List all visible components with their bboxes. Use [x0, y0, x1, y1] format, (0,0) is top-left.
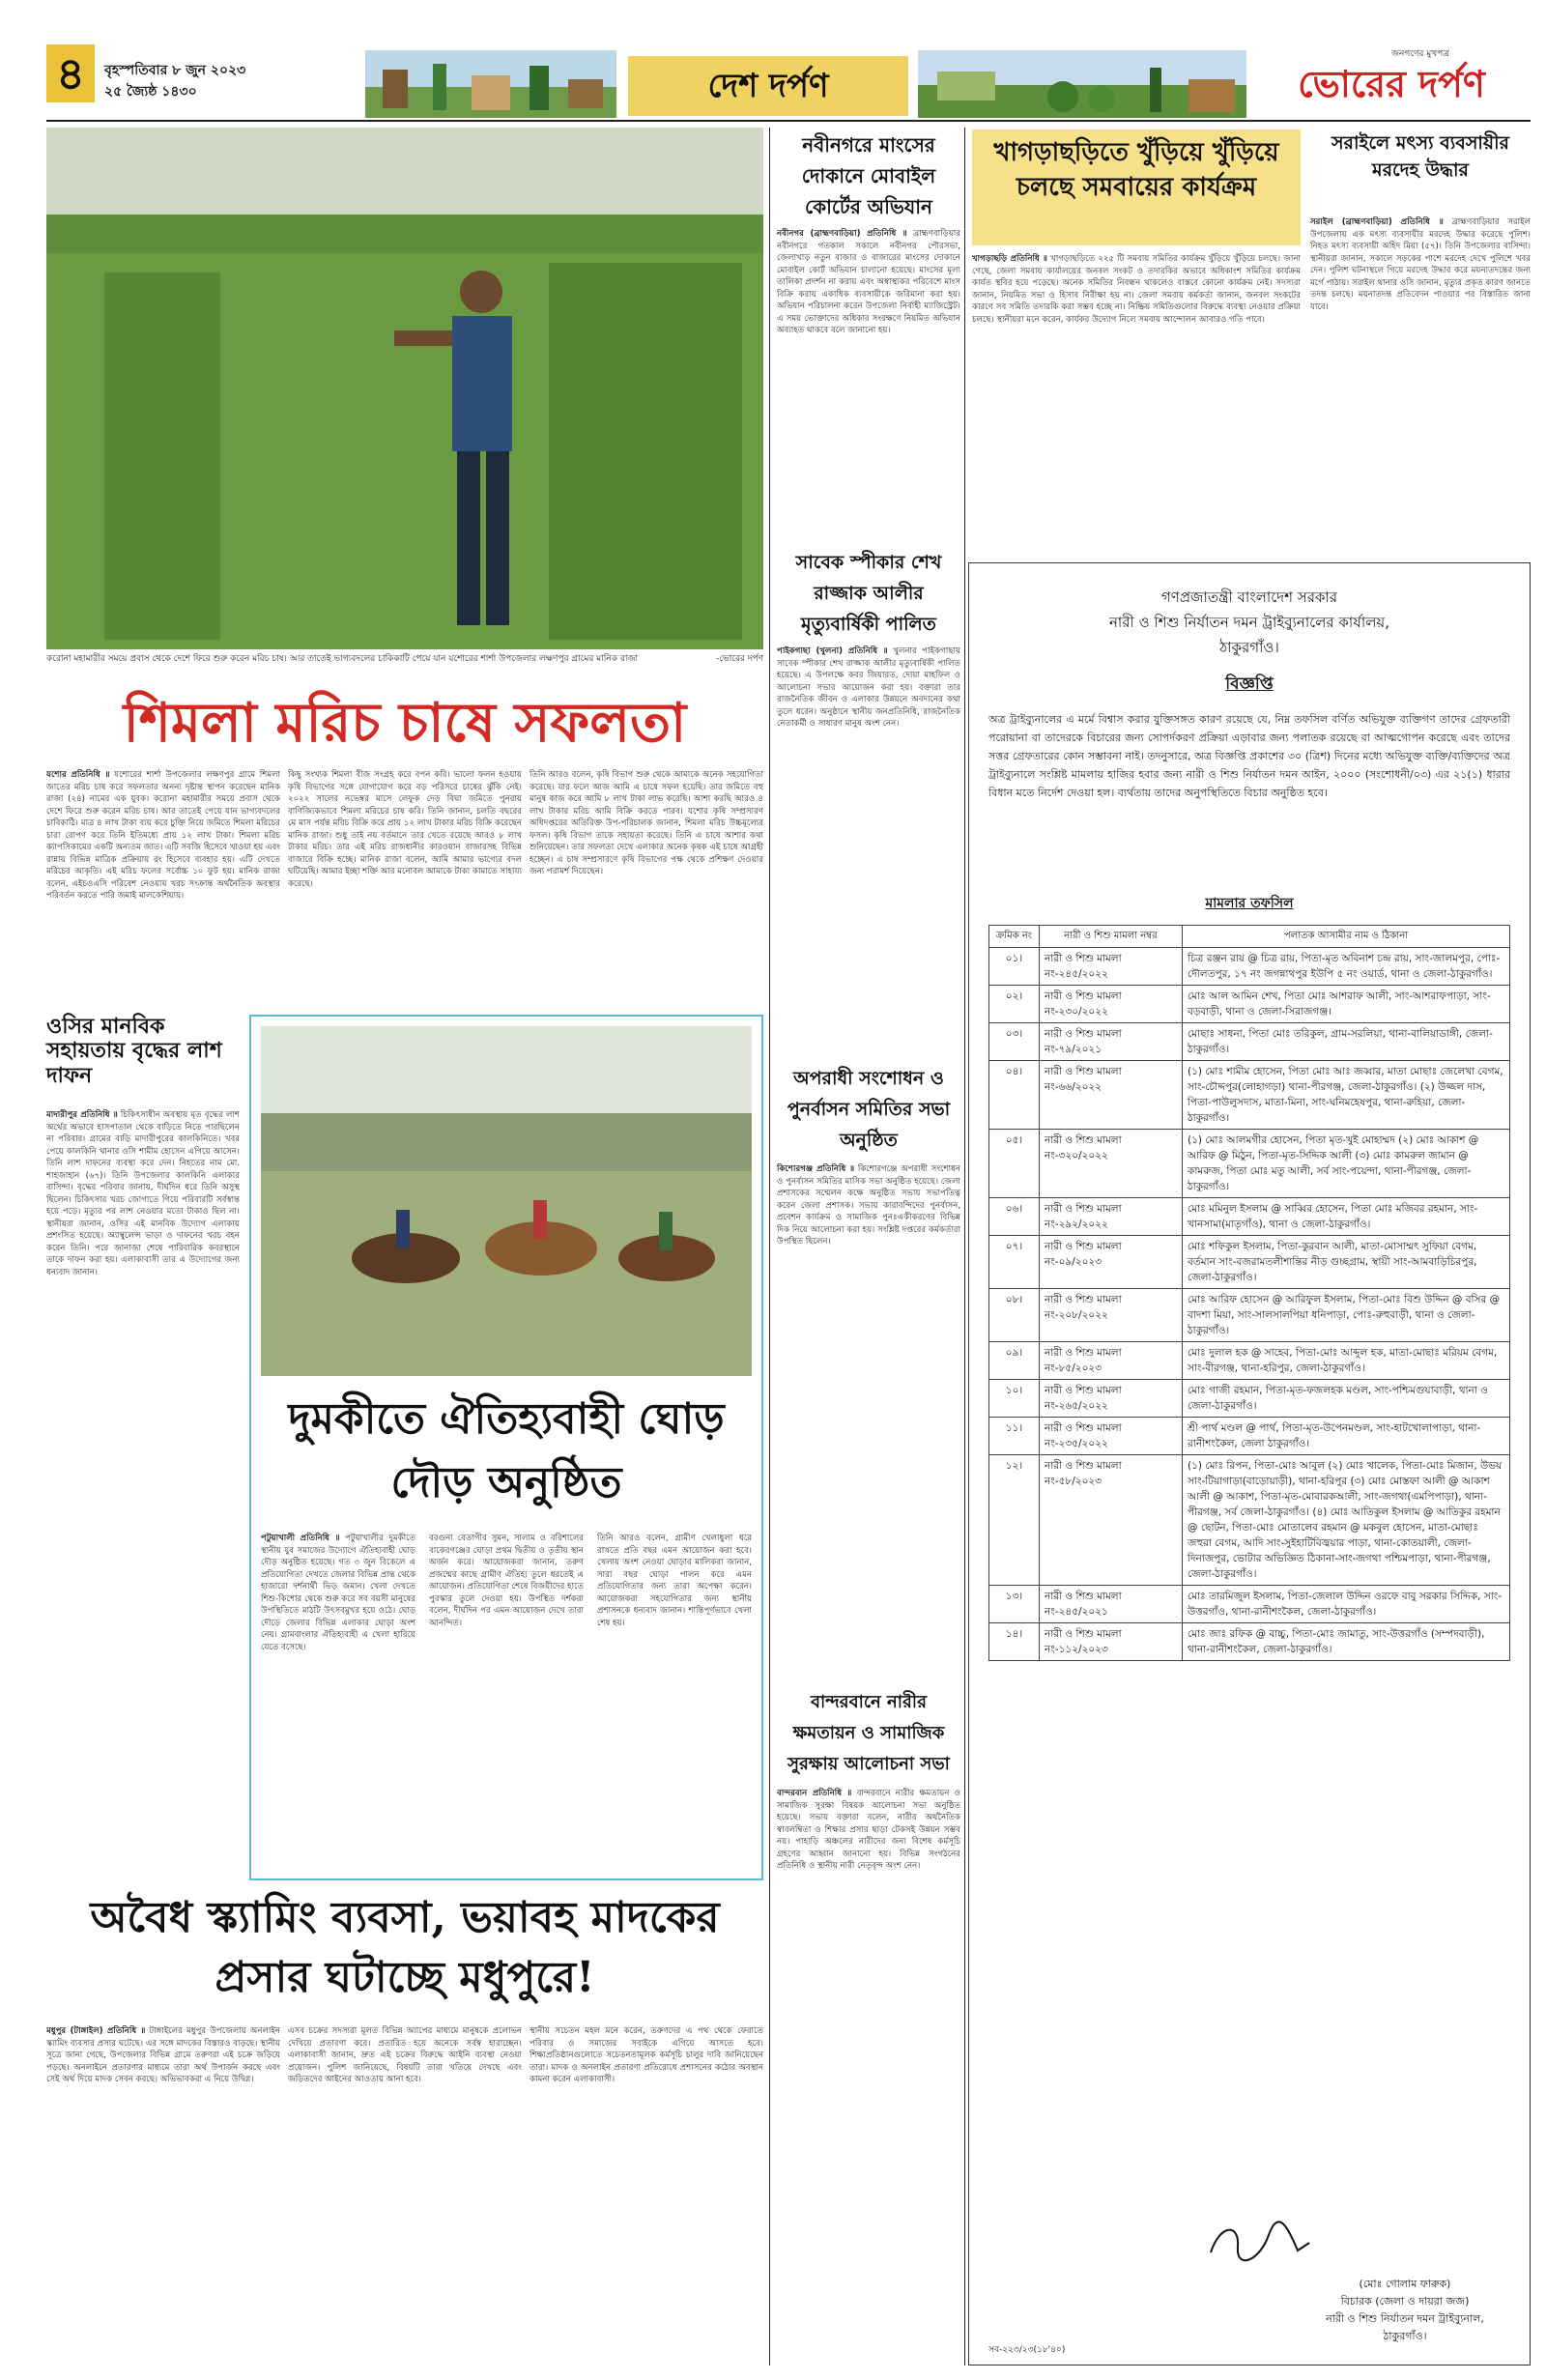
scamming-dateline: মধুপুর (টাঙ্গাইল) প্রতিনিধি ॥	[46, 2026, 146, 2036]
lead-photo-chili-farmer	[46, 128, 763, 649]
speaker-anniversary-headline: সাবেক স্পীকার শেখ রাজ্জাক আলীর মৃত্যুবার্ষিকী পালিত	[795, 552, 942, 635]
tribunal-notice	[968, 562, 1531, 2366]
date-bangla: ২৫ জ্যৈষ্ঠ ১৪৩০	[104, 84, 197, 100]
lash-headline: ওসির মানবিক সহায়তায় বৃদ্ধের লাশ দাফন	[46, 1014, 222, 1088]
horse-race-photo	[261, 1026, 752, 1376]
case-number-cell: নারী ও শিশু মামলা নং-২৬৫/২০২২	[1040, 1380, 1183, 1418]
masthead	[0, 0, 1546, 124]
mobile-court-dateline: নবীনগর (ব্রাহ্মণবাড়িয়া) প্রতিনিধি ॥	[777, 229, 907, 239]
case-accused-cell: (১) মোঃ রিপন, পিতা-মোঃ আবুল (২) মোঃ খালেক, পিতা-মোঃ মিজান, উভয় সাং-টিয়াগাড়া(বাড়োয়াড়ী), থানা-হরিপুর (৩) মোঃ মোস্তফা আলী @ আকাশ আলী @ আকাশ, পিতা-মৃত-মোবারকআলী, সাং-জগথা(এমপিপাড়া), থানা-পীরগঞ্জ, সর্ব জেলা-ঠাকুরগাঁও। (৪) মোঃ আতিকুল ইসলাম @ আতিকুর রহমান @ ছোটন, পিতা-মোঃ মোতালেব রহমান @ মকবুল হোসেন, মাতা-মোছাঃ জহুরা বেগম, আদি সাং-সুইহাটিবিজ্বয়ার পাড়া, থানা-কোতয়ালী, জেলা-দিনাজপুর, ভোটার অভিজ্ঞিত ঠিকানা-সাং-জগথা পশ্চিমপাড়া, থানা-পীরগঞ্জ, জেলা-ঠাকুরগাঁও।	[1183, 1455, 1510, 1586]
case-serial-cell: ১৪।	[989, 1623, 1040, 1661]
case-serial-cell: ০৭।	[989, 1236, 1040, 1289]
horse-race-col3: তিনি আরও বলেন, গ্রামীণ খেলাধুলা ধরে রাখতে প্রতি বছর এমন আয়োজন করা হবে। খেলায় অংশ নেওয়া ঘোড়ার মালিকরা জানান, সারা বছর ঘোড়া পালন করে এমন প্রতিযোগিতার জন্য তারা অপেক্ষা করেন। আয়োজকরা সহযোগিতার জন্য স্থানীয় প্রশাসনকে ধন্যবাদ জানান। শান্তিপূর্ণভাবে খেলা শেষ হয়।	[597, 1534, 752, 1628]
lead-photo-caption	[46, 653, 763, 666]
rehab-meeting-body-text: কিশোরগঞ্জে অপরাধী সংশোধন ও পুনর্বাসন সমিতির মাসিক সভা অনুষ্ঠিত হয়েছে। জেলা প্রশাসকের সম্মেলন কক্ষে অনুষ্ঠিত সভায় সভাপতিত্ব করেন জেলা প্রশাসক। সভায় কারাবন্দিদের পুনর্বাসন, প্রবেশন কার্যক্রম ও সামাজিক পুনঃএকীকরণের বিভিন্ন দিক নিয়ে আলোচনা করা হয়। সংশ্লিষ্ট দপ্তরের কর্মকর্তারা উপস্থিত ছিলেন।	[777, 1164, 960, 1247]
case-table-row	[989, 1586, 1510, 1623]
notice-place: ঠাকুরগাঁও।	[1219, 639, 1279, 656]
sarail-body	[1310, 216, 1531, 555]
notice-heading: বিজ্ঞপ্তি	[1225, 674, 1274, 694]
lead-body-col3: তিনি আরও বলেন, কৃষি বিভাগ শুরু থেকে আমাকে অনেক সহযোগিতা করেছে। যার ফলে আজ আমি এ চাষে সফল হয়েছি। তার জমিতে বহু মানুষ কাজ করে আমি ৮ লাখ টাকা লাভ করেছি। আশা করছি আরও ৪ লাখ টাকার মরিচ আমি বিক্রি করতে পারব। যশোর কৃষি সম্প্রসারণ অধিদপ্তরের অতিরিক্ত উপ-পরিচালক জানান, শিমলা মরিচ উচ্চমূল্যের ফসল। কৃষি বিভাগ তাকে সহায়তা করেছে। তিনি এ চাষে আশার কথা শুনিয়েছেন। তার সফলতা দেখে এলাকার অনেক কৃষক এই চাষে আগ্রহী হচ্ছেন। এ চাষ সম্প্রসারণে কৃষি বিভাগের পক্ষ থেকে প্রশিক্ষণ দেওয়ার জন্য পরামর্শ দিয়েছেন।	[530, 770, 763, 876]
sarail-body-text: ব্রাহ্মণবাড়িয়ার সরাইল উপজেলায় এক মৎস্য ব্যবসায়ীর মরদেহ উদ্ধার করেছে পুলিশ। নিহত মৎস্য ব্যবসায়ী অহিদ মিয়া (৫৭)। তিনি উপজেলার বাসিন্দা। স্থানীয়রা জানান, সকালে সড়কের পাশে মরদেহ দেখে পুলিশে খবর দেন। পুলিশ ঘটনাস্থলে গিয়ে মরদেহ উদ্ধার করে ময়নাতদন্তের জন্য মর্গে পাঠায়। সরাইল থানার ওসি জানান, মৃত্যুর প্রকৃত কারণ জানতে তদন্ত চলছে। ময়নাতদন্ত প্রতিবেদন পাওয়ার পর বিস্তারিত জানা যাবে।	[1310, 217, 1531, 312]
case-serial-cell: ০৪।	[989, 1061, 1040, 1130]
speaker-anniversary-body-text: খুলনার পাইকগাছায় সাবেক স্পীকার শেখ রাজ্জাক আলীর মৃত্যুবার্ষিকী পালিত হয়েছে। এ উপলক্ষে কবর জিয়ারত, দোয়া মাহফিল ও আলোচনা সভার আয়োজন করা হয়। বক্তারা তার রাজনৈতিক জীবন ও এলাকার উন্নয়নে অবদানের কথা তুলে ধরেন। অনুষ্ঠানে স্থানীয় জনপ্রতিনিধি, রাজনৈতিক নেতাকর্মী ও সাধারণ মানুষ অংশ নেন।	[777, 646, 960, 729]
sarail-headline: সরাইলে মৎস্য ব্যবসায়ীর মরদেহ উদ্ধার	[1331, 132, 1509, 181]
case-serial-cell: ১০।	[989, 1380, 1040, 1418]
sarail-dateline: সরাইল (ব্রাহ্মণবাড়িয়া) প্রতিনিধি ॥	[1310, 217, 1444, 227]
case-table-title: মামলার তফসিল	[1205, 896, 1294, 911]
speaker-anniversary-body	[777, 645, 960, 1051]
column-divider-left	[769, 128, 770, 2366]
notice-office: নারী ও শিশু নির্যাতন দমন ট্রাইব্যুনালের কার্যালয়,	[1108, 614, 1390, 631]
case-number-cell: নারী ও শিশু মামলা নং-২৯২/২০২২	[1040, 1198, 1183, 1236]
case-accused-cell: মোঃ তারমিজুল ইসলাম, পিতা-জেলাল উদ্দিন ওরফে বাবু সরকার সিদ্দিক, সাং-উত্তরগাঁও, থানা-রানীশংকৈল, জেলা-ঠাকুরগাঁও।	[1183, 1586, 1510, 1623]
speaker-anniversary-dateline: পাইকগাছা (খুলনা) প্রতিনিধি ॥	[777, 646, 888, 656]
cooperative-headline: খাগড়াছড়িতে খুঁড়িয়ে খুঁড়িয়ে চলছে সমবায়ের কার্যক্রম	[993, 138, 1279, 202]
scamming-col2: এসব চক্রের সদস্যরা মূলত বিভিন্ন অ্যাপের মাধ্যমে মানুষকে প্রলোভন দেখিয়ে প্রতারণা করে। প্রতারিত হয়ে অনেকে সর্বস্ব হারাচ্ছেন। এলাকাবাসী জানান, দ্রুত এই চক্রের বিরুদ্ধে আইনি ব্যবস্থা নেওয়া প্রয়োজন। পুলিশ জানিয়েছে, বিষয়টি তারা খতিয়ে দেখছে এবং জড়িতদের আইনের আওতায় আনা হবে।	[288, 2026, 522, 2084]
lash-body	[46, 1109, 240, 1865]
masthead-rule	[46, 120, 1531, 122]
judge-office: নারী ও শিশু নির্যাতন দমন ট্রাইব্যুনাল,	[1326, 2312, 1484, 2325]
case-table-row	[989, 1198, 1510, 1236]
scamming-col1-text: টাঙ্গাইলের মধুপুর উপজেলায় অনলাইন স্ক্যামিং ব্যবসার প্রসার ঘটেছে। এর সঙ্গে মাদকের বিস্তারও বাড়ছে। স্থানীয় সূত্রে জানা গেছে, উপজেলার বিভিন্ন গ্রামে তরুণরা এই চক্রে জড়িয়ে পড়ছে। অনলাইনে প্রতারণার মাধ্যমে তারা অর্থ উপার্জন করছে এবং সেই অর্থ দিয়ে মাদক সেবন করছে। অভিভাবকরা এ নিয়ে উদ্বিগ্ন।	[46, 2026, 280, 2084]
rehab-meeting-dateline: কিশোরগঞ্জ প্রতিনিধি ॥	[777, 1164, 855, 1174]
lead-photo-credit: -ভোরের দর্পণ	[716, 654, 763, 664]
scamming-col1	[46, 2025, 280, 2366]
case-serial-cell: ০৮।	[989, 1289, 1040, 1342]
case-accused-cell: মোঃ মমিনুল ইসলাম @ সাব্বির হোসেন, পিতা মোঃ মজিবর রহমান, সাং-খানসামা(মাতৃগাঁও), থানা ও জেলা-ঠাকুরগাঁও।	[1183, 1198, 1510, 1236]
case-accused-cell: (১) মোঃ শামীম হোসেন, পিতা মোঃ আঃ জব্বার, মাতা মোছাঃ জেলেখা বেগম, সাং-চৌদ্দপুর(লোহাগড়া) থানা-পীরগঞ্জ, জেলা-ঠাকুরগাঁও। (২) উজ্জল দাস, পিতা-পাউলুসদাস, মাতা-মিনা, সাং-ঘনিমহেষপুর, থানা-রুহিয়া, জেলা-ঠাকুরগাঁও।	[1183, 1061, 1510, 1130]
case-serial-cell: ১১।	[989, 1418, 1040, 1455]
case-serial-cell: ০১।	[989, 948, 1040, 986]
date-gregorian: বৃহস্পতিবার ৮ জুন ২০২৩	[104, 63, 246, 78]
notice-body: অত্র ট্রাইব্যুনালের এ মর্মে বিশ্বাস করার যুক্তিসঙ্গত কারণ রয়েছে যে, নিম্ন তফসিল বর্ণিত অভিযুক্ত ব্যক্তিগণ তাদের গ্রেফতারী পরোয়ানা বা তাদেরকে বিচারের জন্য সোপর্দকরণ প্রক্রিয়া এড়াবার জন্য পলাতক রয়েছে বা আত্মগোপন করেছে এবং তাদের সত্তর গ্রেফতারের কোন সম্ভাবনা নাই। তদনুসারে, অত্র বিজ্ঞপ্তি প্রকাশের ৩০ (ত্রিশ) দিনের মধ্যে অভিযুক্ত ব্যক্তি/ব্যক্তিদের অত্র ট্রাইব্যুনালে সংশ্লিষ্ট মামলায় হাজির হবার জন্য নারী ও শিশু নির্যাতন দমন আইন, ২০০০ (সংশোধনী/০৩) এর ২১(১) ধারার বিধান মতে নির্দেশ দেওয়া হল। ব্যর্থতায় তাদের অনুপস্থিতিতে বিচার অনুষ্ঠিত হবে।	[988, 713, 1510, 799]
mobile-court-body-text: ব্রাহ্মণবাড়িয়ার নবীনগরে গতকাল সকালে নবীনগর পৌরসভা, জেলাখাড় নতুন বাজার ও বাজারের মাংসের দোকানে মোবাইল কোর্ট অভিযান চালানো হয়েছে। মাংসের মূল্য তালিকা প্রদর্শন না করায় এবং অস্বাস্থ্যকর পরিবেশে মাংস বিক্রি করায় একাধিক ব্যবসায়ীকে জরিমানা করা হয়। অভিযান পরিচালনা করেন উপজেলা নির্বাহী ম্যাজিস্ট্রেট। এ সময় ভোক্তাদের অধিকার সংরক্ষণে নিয়মিত অভিযান অব্যাহত থাকবে বলে জানানো হয়।	[777, 229, 960, 335]
column-divider-right	[964, 128, 965, 2366]
col-case-header: নারী ও শিশু মামলা নম্বর	[1040, 926, 1183, 948]
case-number-cell: নারী ও শিশু মামলা নং-২৩৫/২০২২	[1040, 1418, 1183, 1455]
women-empowerment-headline: বান্দরবানে নারীর ক্ষমতায়ন ও সামাজিক সুরক্ষায় আলোচনা সভা	[787, 1692, 950, 1774]
rehab-meeting-body	[777, 1163, 960, 1676]
lead-dateline: যশোর প্রতিনিধি ॥	[46, 770, 110, 780]
brand-tagline: জনগণের মুখপত্র	[1391, 49, 1449, 59]
case-table-row	[989, 1130, 1510, 1198]
lead-headline: শিমলা মরিচ চাষে সফলতা	[123, 691, 687, 755]
issue-date	[104, 60, 245, 102]
cooperative-body	[972, 253, 1301, 555]
case-table-row	[989, 1023, 1510, 1061]
page-number: ৪	[46, 44, 95, 102]
rehab-meeting-headline: অপরাধী সংশোধন ও পুনর্বাসন সমিতির সভা অনুষ্ঠিত	[787, 1068, 951, 1151]
women-empowerment-dateline: বান্দরবান প্রতিনিধি ॥	[777, 1789, 852, 1798]
horse-race-col2: বরগুনা বেতাগীর সুমন, সালাম ও বরিশালের বাকেরগঞ্জের ঘোড়া প্রথম দ্বিতীয় ও তৃতীয় স্থান অর্জন করে। আয়োজকরা জানান, তরুণ প্রজন্মের কাছে গ্রামীণ ঐতিহ্য তুলে ধরতেই এ আয়োজন। প্রতিযোগিতা শেষে বিজয়ীদের হাতে পুরস্কার তুলে দেওয়া হয়। উপস্থিত দর্শকরা বলেন, দীর্ঘদিন পর এমন আয়োজন দেখে তারা আনন্দিত।	[429, 1534, 584, 1628]
case-table-row	[989, 1061, 1510, 1130]
judge-title: বিচারক (জেলা ও দায়রা জজ)	[1340, 2295, 1470, 2308]
case-table-row	[989, 1455, 1510, 1586]
case-table-row	[989, 1289, 1510, 1342]
case-accused-cell: মোঃ আল আমিন শেখ, পিতা মোঃ আশরাফ আলী, সাং-আশরাফপাড়া, সাং-বড়বাড়ী, থানা ও জেলা-সিরাজগঞ্জ।	[1183, 986, 1510, 1023]
case-table-row	[989, 948, 1510, 986]
case-serial-cell: ০৩।	[989, 1023, 1040, 1061]
brand-logo: ভোরের দর্পণ	[1298, 62, 1485, 105]
cooperative-dateline: খাগড়াছড়ি প্রতিনিধি ॥	[972, 254, 1047, 264]
col-accused-header: পলাতক আসামীর নাম ও ঠিকানা	[1183, 926, 1510, 948]
case-number-cell: নারী ও শিশু মামলা নং-২৪৫/২০২১	[1040, 1586, 1183, 1623]
case-number-cell: নারী ও শিশু মামলা নং-৩২০/২০২২	[1040, 1130, 1183, 1198]
lash-dateline: মাদারীপুর প্রতিনিধি ॥	[46, 1110, 118, 1120]
case-serial-cell: ১২।	[989, 1455, 1040, 1586]
judge-place: ঠাকুরগাঁও।	[1383, 2330, 1427, 2342]
horse-race-col1	[261, 1533, 415, 1873]
case-serial-cell: ০২।	[989, 986, 1040, 1023]
lead-body-col1-text: যশোরের শার্শা উপজেলার লক্ষণপুর গ্রামে শিমলা জাতের মরিচ চাষ করে সফলতার অনন্য দৃষ্টান্ত স্থাপন করেছেন মানিক রাজা (২৪) নামের এক যুবক। করোনা মহামারীর সময়ে প্রবাস থেকে দেশে ফিরে শুরু করেন মরিচ চাষ। আর তাতেই পেয়ে যান ভাগ্যবদলের চাবিকাঠি। মাত্র ৪ লাখ টাকা ব্যয় করে চুক্তি নিয়ে জমিতে শিমলা মরিচের চারা রোপণ করে তিনি ইতিমধ্যে প্রায় ১২ লাখ টাকা। শিমলা মরিচ ক্যাপসিকামের একটি অন্যতম জাত। এটি সবজি হিসেবে খাওয়া হয় এবং রান্নায় বিভিন্ন মাত্রিক প্রক্রিয়ায় রং হিসেবে ব্যবহার হয়। এটি দেখতে মরিচের আকৃতি। এই মরিচ ফলের সর্বোচ্চ ১০ ফুট হয়। মানিক রাজা বলেন, এইচওএসি পরিবেশ নেওয়ায় খরচ সংক্রান্ত অর্থনৈতিক অবস্থার পরিবর্তন করতে পারি জমাই মালকেশিয়ায়।	[46, 770, 280, 901]
case-number-cell: নারী ও শিশু মামলা নং-৮৫/২০২৩	[1040, 1342, 1183, 1380]
case-serial-cell: ০৫।	[989, 1130, 1040, 1198]
case-table-header-row	[989, 926, 1510, 948]
judge-name: (মোঃ গোলাম ফারুক)	[1359, 2278, 1451, 2290]
case-accused-cell: চিত্র রঞ্জন রায় @ চিত্র রায়, পিতা-মৃত অবিনাশ চন্দ্র রায়, সাং-জালমপুর, পোঃ-দৌলতপুর, ১৭ নং জগন্নাথপুর ইউপি ৫ নং ওয়ার্ড, থানা ও জেলা-ঠাকুরগাঁও।	[1183, 948, 1510, 986]
scamming-headline: অবৈধ স্ক্যামিং ব্যবসা, ভয়াবহ মাদকের প্রসার ঘটাচ্ছে মধুপুরে!	[90, 1893, 720, 2002]
case-accused-cell: মোঃ শফিকুল ইসলাম, পিতা-কুরবান আলী, মাতা-মোসাম্মৎ সুফিয়া বেগম, বর্তমান সাং-বজরামতলীশান্তির নীড় গুচ্ছগ্রাম, স্থায়ী সাং-আমবাড়িচিরপুর, জেলা-ঠাকুরগাঁও।	[1183, 1236, 1510, 1289]
case-number-cell: নারী ও শিশু মামলা নং-৫৮/২০২৩	[1040, 1455, 1183, 1586]
horse-race-headline: দুমকীতে ঐতিহ্যবাহী ঘোড় দৌড় অনুষ্ঠিত	[288, 1394, 725, 1507]
case-number-cell: নারী ও শিশু মামলা নং-১১২/২০২৩	[1040, 1623, 1183, 1661]
section-title: দেশ দর্পণ	[628, 56, 908, 116]
case-table-row	[989, 1380, 1510, 1418]
case-serial-cell: ০৯।	[989, 1342, 1040, 1380]
case-accused-cell: মোঃ জাঃ রফিক @ বাচ্চু, পিতা-মোঃ জামাতু, সাং-উত্তরগাঁও (সম্পদবাড়ী), থানা-রানীশংকৈল, জেলা-ঠাকুরগাঁও।	[1183, 1623, 1510, 1661]
mobile-court-headline: নবীনগরে মাংসের দোকানে মোবাইল কোর্টের অভিযান	[801, 133, 936, 218]
case-table-row	[989, 1623, 1510, 1661]
women-empowerment-body-text: বান্দরবানে নারীর ক্ষমতায়ন ও সামাজিক সুরক্ষা বিষয়ক আলোচনা সভা অনুষ্ঠিত হয়েছে। সভায় বক্তারা বলেন, নারীর অর্থনৈতিক স্বাবলম্বিতা ও শিক্ষার প্রসার ছাড়া টেকসই উন্নয়ন সম্ভব নয়। পাহাড়ি অঞ্চলের নারীদের জন্য বিশেষ কর্মসূচি গ্রহণের আহ্বান জানানো হয়। বিভিন্ন সংগঠনের প্রতিনিধি ও স্থানীয় নারী নেতৃবৃন্দ অংশ নেন।	[777, 1789, 960, 1871]
case-table	[988, 925, 1510, 1661]
case-table-row	[989, 1342, 1510, 1380]
case-number-cell: নারী ও শিশু মামলা নং-২৩০/২০২২	[1040, 986, 1183, 1023]
case-table-row	[989, 986, 1510, 1023]
scamming-col3: স্থানীয় সচেতন মহল মনে করেন, তরুণদের এ পথ থেকে ফেরাতে পরিবার ও সমাজের সবাইকে এগিয়ে আসতে হবে। শিক্ষাপ্রতিষ্ঠানগুলোতে সচেতনতামূলক কর্মসূচি চালুর দাবি জানিয়েছেন তারা। মাদক ও অনলাইন প্রতারণা প্রতিরোধে প্রশাসনের কঠোর অবস্থান কামনা করেন এলাকাবাসী।	[530, 2026, 763, 2084]
horse-race-col1-text: পটুয়াখালীর দুমকীতে স্থানীয় যুব সমাজের উদ্যোগে ঐতিহ্যবাহী ঘোড় দৌড় অনুষ্ঠিত হয়েছে। গত ৩ জুন বিকেলে এ প্রতিযোগিতা দেখতে জেলার বিভিন্ন প্রান্ত থেকে হাজারো দর্শনার্থী ভিড় জমান। খেলা দেখতে শিশু-কিশোর থেকে শুরু করে সব বয়সী মানুষের উপস্থিতিতে মাঠটি উৎসবমুখর হয়ে ওঠে। ঘোড় দৌড়ে জেলার বিভিন্ন এলাকার ঘোড়া অংশ নেয়। গ্রামবাংলার ঐতিহ্যবাহী এ খেলা হারিয়ে যেতে বসেছে।	[261, 1534, 415, 1652]
women-empowerment-body	[777, 1788, 960, 2366]
case-accused-cell: মোছাঃ সাধনা, পিতা মোঃ তরিকুল, গ্রাম-সরলিয়া, থানা-বালিয়াডাঙ্গী, জেলা-ঠাকুরগাঁও।	[1183, 1023, 1510, 1061]
case-accused-cell: মোঃ দুলাল হক @ সাহেব, পিতা-মোঃ আব্দুল হক, মাতা-মোছাঃ মরিয়ম বেগম, সাং-বীরগঞ্জ, থানা-হরিপুর, জেলা-ঠাকুরগাঁও।	[1183, 1342, 1510, 1380]
masthead-farm-photo-left	[365, 50, 616, 118]
notice-gov-title: গণপ্রজাতন্ত্রী বাংলাদেশ সরকার	[1160, 588, 1338, 606]
case-accused-cell: শ্রী পার্থ মণ্ডল @ পার্থ, পিতা-মৃত-উপেনমণ্ডল, সাং-হাটখোলাপাড়া, থানা-রানীশংকৈল, জেলা ঠাকুরগাঁও।	[1183, 1418, 1510, 1455]
horse-race-dateline: পটুয়াখালী প্রতিনিধি ॥	[261, 1534, 340, 1543]
case-accused-cell: (১) মোঃ আলমগীর হোসেন, পিতা মৃত-খুই মোহাম্মদ (২) মোঃ আকাশ @ আরিফ @ মিঠুন, পিতা-মৃত-সিদ্দিক আলী (৩) মোঃ কামরুল জামান @ কামরুজ, পিতা মোঃ মতু আলী, সর্ব সাং-পয়েন্দা, থানা-পীরগঞ্জ, জেলা-ঠাকুরগাঁও।	[1183, 1130, 1510, 1198]
judge-signature	[1201, 2214, 1317, 2272]
case-serial-cell: ০৬।	[989, 1198, 1040, 1236]
masthead-farm-photo-right	[918, 50, 1246, 118]
mobile-court-body	[777, 228, 960, 537]
notice-ref-code: সব-২২৩/২৩(১৮'৪০)	[988, 2345, 1066, 2355]
lead-body-col2: কিছু সংখ্যক শিমলা বীজ সংগ্রহ করে বপন করি। ভালো ফলন হওয়ায় কৃষি বিভাগের সঙ্গে যোগাযোগ করে বড় পরিসরে চাষের ঝুঁকি নেই। ২০২২ সালের নভেম্বর মাসে লেফুক দেড় বিঘা জমিতে পুনরায় বাণিজ্যিকভাবে শিমলা মরিচের চাষ করি। তিনি জানান, চলতি বছরের মে মাস পর্যন্ত মরিচ বিক্রি করে প্রায় ১২ লাখ টাকার মরিচ বিক্রি করেছেন মানিক রাজা। শুধু তাই নয় বর্তমানে তার খেতে রয়েছে আরও ৮ লাখ টাকার মরিচ। তার এই মরিচ রাজধানীর কারওয়ান বাজারসহ বিভিন্ন বাজারে বিক্রি হচ্ছে। মানিক রাজা বলেন, আমি আমার ভাগ্যের বদল ঘটিয়েছি। আমার ইচ্ছা শক্তি আর মনোবল আমাকে টাকা কামাতে সাহায্য করেছে।	[288, 770, 522, 889]
case-number-cell: নারী ও শিশু মামলা নং-২৪৫/২০২২	[1040, 948, 1183, 986]
lash-body-text: চিকিৎসাধীন অবস্থায় মৃত বৃদ্ধের লাশ অর্থের অভাবে হাসপাতাল থেকে বাড়িতে নিতে পারছিলেন না পরিবার। গ্রামের বাড়ি মাদারীপুরের কালকিনিতে। খবর পেয়ে কালকিনি থানার ওসি শামীম হোসেন এগিয়ে আসেন। তিনি লাশ দাফনের ব্যবস্থা করে দেন। নিহতের নাম মো. শাহজাহান (৬৭)। তিনি উপজেলার কালকিনি এলাকার বাসিন্দা। বৃদ্ধের পরিবার জানায়, দীর্ঘদিন ধরে তিনি অসুস্থ ছিলেন। চিকিৎসার খরচ জোগাতে গিয়ে পরিবারটি সর্বস্বান্ত হয়ে পড়ে। মৃত্যুর পর লাশ নেওয়ার মতো টাকাও ছিল না। স্থানীয়রা জানান, ওসির এই মানবিক উদ্যোগ এলাকায় প্রশংসিত হয়েছে। অ্যাম্বুলেন্স ভাড়া ও দাফনের খরচ বহন করেন তিনি। পরে জানাজা শেষে পারিবারিক কবরস্থানে তাকে দাফন করা হয়। এলাকাবাসী তার এ উদ্যোগের জন্য ধন্যবাদ জানান।	[46, 1110, 240, 1277]
case-accused-cell: মোঃ গাজী রহমান, পিতা-মৃত-ফজলহক মণ্ডল, সাং-পশ্চিমগুয়াবাড়ী, থানা ও জেলা-ঠাকুরগাঁও।	[1183, 1380, 1510, 1418]
lead-body-col1	[46, 769, 280, 1006]
case-number-cell: নারী ও শিশু মামলা নং-৭৯/২০২১	[1040, 1023, 1183, 1061]
case-serial-cell: ১৩।	[989, 1586, 1040, 1623]
case-number-cell: নারী ও শিশু মামলা নং-২০৮/২০২২	[1040, 1289, 1183, 1342]
lead-photo-caption-text: করোনা মহামারীর সময়ে প্রবাস থেকে দেশে ফিরে শুরু করেন মরিচ চাষ। আর তাতেই ভাগ্যবদলের চাকিকাটি পেয়ে যান যশোরের শার্শা উপজেলার লক্ষণপুর গ্রামের মানিক রাজা	[46, 654, 639, 664]
case-number-cell: নারী ও শিশু মামলা নং-৬৬/২০২২	[1040, 1061, 1183, 1130]
col-serial-header: ক্রমিক নং	[989, 926, 1040, 948]
case-table-row	[989, 1236, 1510, 1289]
case-table-row	[989, 1418, 1510, 1455]
case-accused-cell: মোঃ আরিফ হোসেন @ আরিফুল ইসলাম, পিতা-মোঃ বিশু উদ্দিন @ বসির @ বাদশা মিয়া, সাং-সালসালপিয়া ধনিপাড়া, পোঃ-রুহুবাড়ী, থানা ও জেলা-ঠাকুরগাঁও।	[1183, 1289, 1510, 1342]
cooperative-body-text: খাগড়াছড়িতে ২২৫ টি সমবায় সমিতির কার্যক্রম খুঁড়িয়ে খুঁড়িয়ে চলছে। জানা গেছে, জেলা সমবায় কার্যালয়ের জনবল সংকট ও তদারকির অভাবে অধিকাংশ সমিতির কার্যক্রম কার্যত স্থবির হয়ে পড়েছে। অনেক সমিতির নিবন্ধন থাকলেও বাস্তবে কোনো কার্যক্রম নেই। সদস্যরা জানান, নিয়মিত সভা ও হিসাব নিরীক্ষা হয় না। জেলা সমবায় কর্মকর্তা জানান, জনবল সংকটের কারণে সব সমিতি তদারকি করা সম্ভব হচ্ছে না। নিষ্ক্রিয় সমিতিগুলোর বিরুদ্ধে ব্যবস্থা নেওয়ার প্রক্রিয়া চলছে। স্থানীয়রা মনে করেন, কার্যকর উদ্যোগ নিলে সমবায় আন্দোলন আবারও গতি পাবে।	[972, 254, 1301, 325]
judge-signature-block	[1303, 2276, 1506, 2345]
signature-scribble-icon	[1201, 2214, 1317, 2272]
case-number-cell: নারী ও শিশু মামলা নং-০৯/২০২৩	[1040, 1236, 1183, 1289]
